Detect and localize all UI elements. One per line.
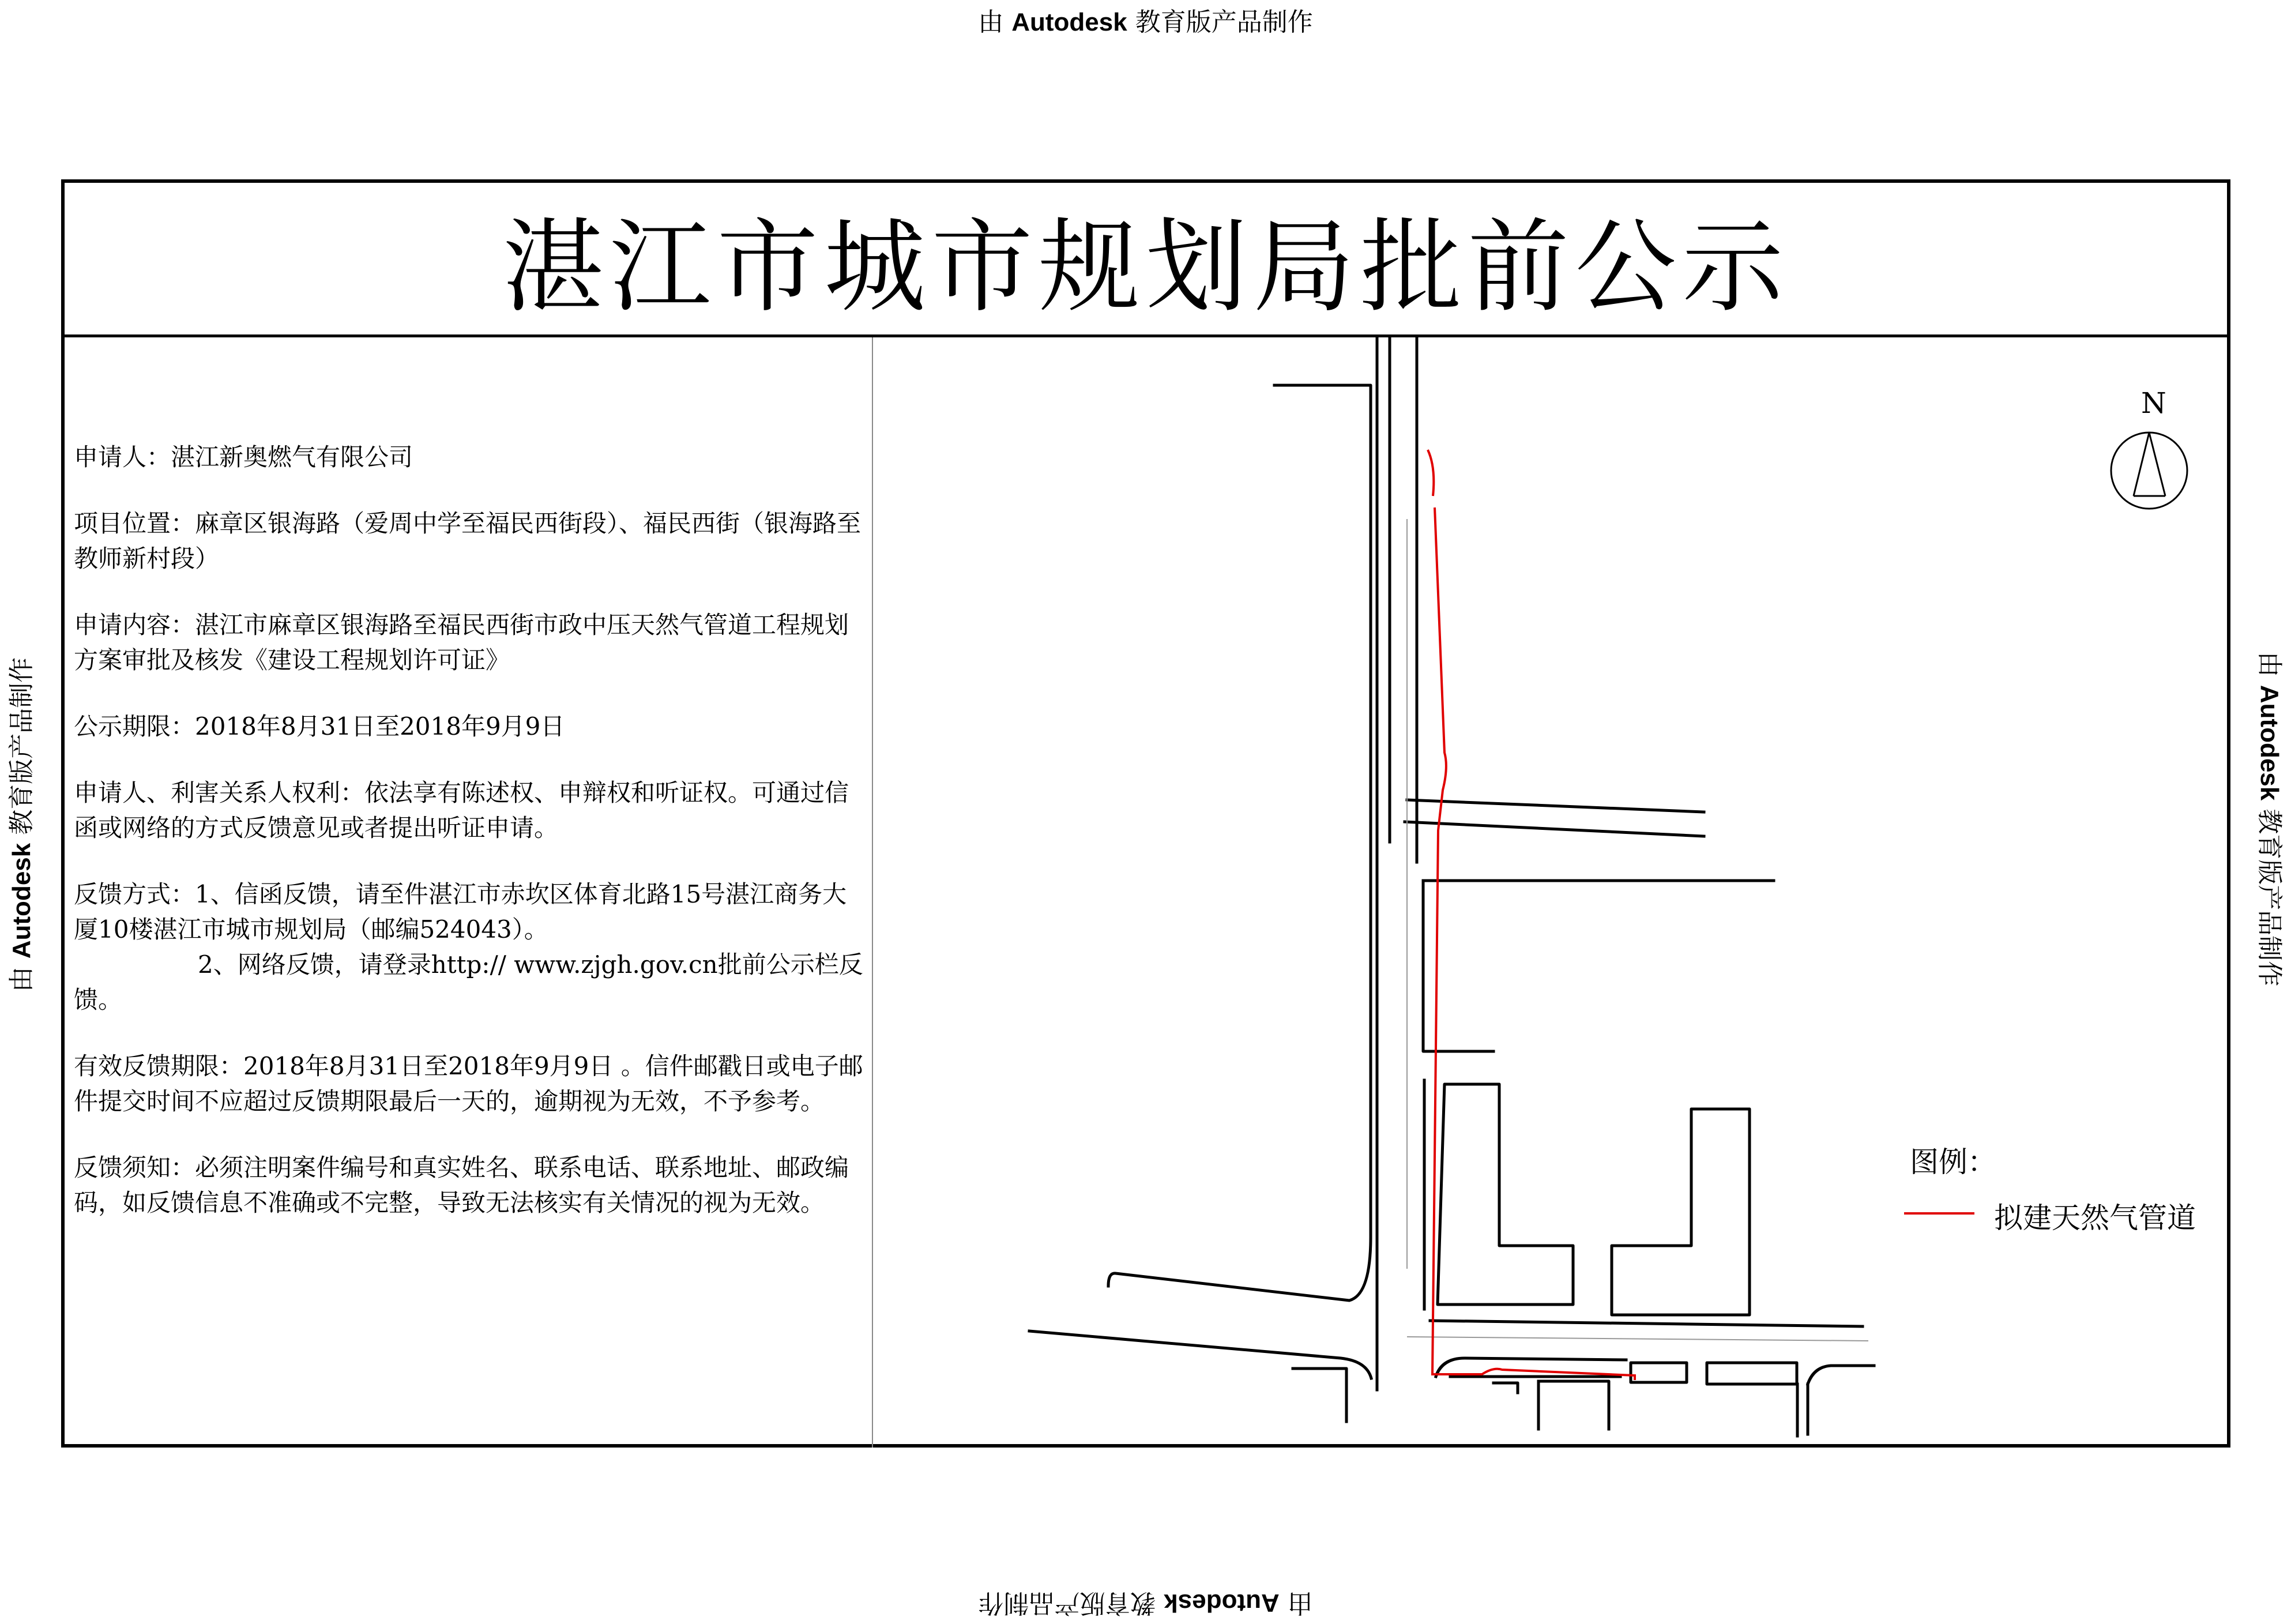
legend-item-pipeline: 拟建天然气管道 — [1994, 1201, 2196, 1235]
street-north-edge-east — [1430, 1321, 1863, 1326]
north-arrow-icon — [2111, 433, 2187, 509]
building-1 — [1438, 1084, 1573, 1305]
location-label: 项目位置： — [74, 509, 195, 537]
valid-period-label: 有效反馈期限： — [74, 1052, 244, 1080]
gas-pipeline-route — [1428, 450, 1635, 1380]
valid-period-value: 2018年8月31日至2018年9月9日 。信件邮戳日或电子邮件提交时间不应超过反馈期限最后一天的，逾期视为无效，不予参考。 — [74, 1052, 863, 1115]
building-2 — [1612, 1109, 1750, 1315]
street-centerline — [1407, 1337, 1868, 1341]
north-label: N — [2141, 386, 2166, 420]
rights-value: 依法享有陈述权、申辩权和听证权。可通过信函或网络的方式反馈意见或者提出听证申请。 — [74, 779, 849, 842]
feedback-item-2: 2、网络反馈，请登录http:// www.zjgh.gov.cn批前公示栏反馈。 — [74, 950, 863, 1014]
instructions-value: 必须注明案件编号和真实姓名、联系电话、联系地址、邮政编码，如反馈信息不准确或不完整，导致无法核实有关情况的视为无效。 — [74, 1153, 849, 1217]
lot-5 — [1707, 1363, 1797, 1384]
lot-2 — [1538, 1381, 1609, 1429]
instructions-label: 反馈须知： — [74, 1153, 195, 1182]
road-edge-west — [1108, 385, 1371, 1300]
legend-title: 图例： — [1910, 1145, 1996, 1179]
period-label: 公示期限： — [74, 712, 195, 740]
page-title: 湛江市城市规划局批前公示 — [502, 208, 1789, 326]
lot-4 — [1631, 1363, 1687, 1382]
side-road-south — [1405, 822, 1704, 836]
location-value: 麻章区银海路（爱周中学至福民西街段）、福民西街（银海路至教师新村段） — [74, 509, 862, 573]
street-north-edge — [1029, 1331, 1371, 1378]
feedback-label: 反馈方式： — [74, 880, 195, 908]
block-outline-1 — [1423, 881, 1494, 1051]
period-value: 2018年8月31日至2018年9月9日 — [195, 712, 565, 740]
side-road-north — [1407, 800, 1704, 812]
content-value: 湛江市麻章区银海路至福民西街市政中压天然气管道工程规划方案审批及核发《建设工程规划许可证》 — [74, 611, 849, 674]
applicant-value: 湛江新奥燃气有限公司 — [171, 443, 413, 471]
applicant-label: 申请人： — [74, 443, 171, 471]
feedback-item-1: 1、信函反馈，请至件湛江市赤坎区体育北路15号湛江商务大厦10楼湛江市城市规划局（邮编524043）。 — [74, 880, 847, 943]
watermark-bottom: 由 Autodesk 教育版产品制作 — [978, 1588, 1313, 1618]
lot-7 — [1808, 1366, 1874, 1384]
content-label: 申请内容： — [74, 611, 195, 639]
rights-label: 申请人、利害关系人权利： — [74, 779, 365, 807]
watermark-left: 由 Autodesk 教育版产品制作 — [7, 657, 36, 993]
street-south-edge — [1293, 1369, 1346, 1422]
watermark-right: 由 Autodesk 教育版产品制作 — [2255, 651, 2284, 987]
lot-1 — [1494, 1383, 1518, 1393]
watermark-top: 由 Autodesk 教育版产品制作 — [978, 7, 1313, 37]
